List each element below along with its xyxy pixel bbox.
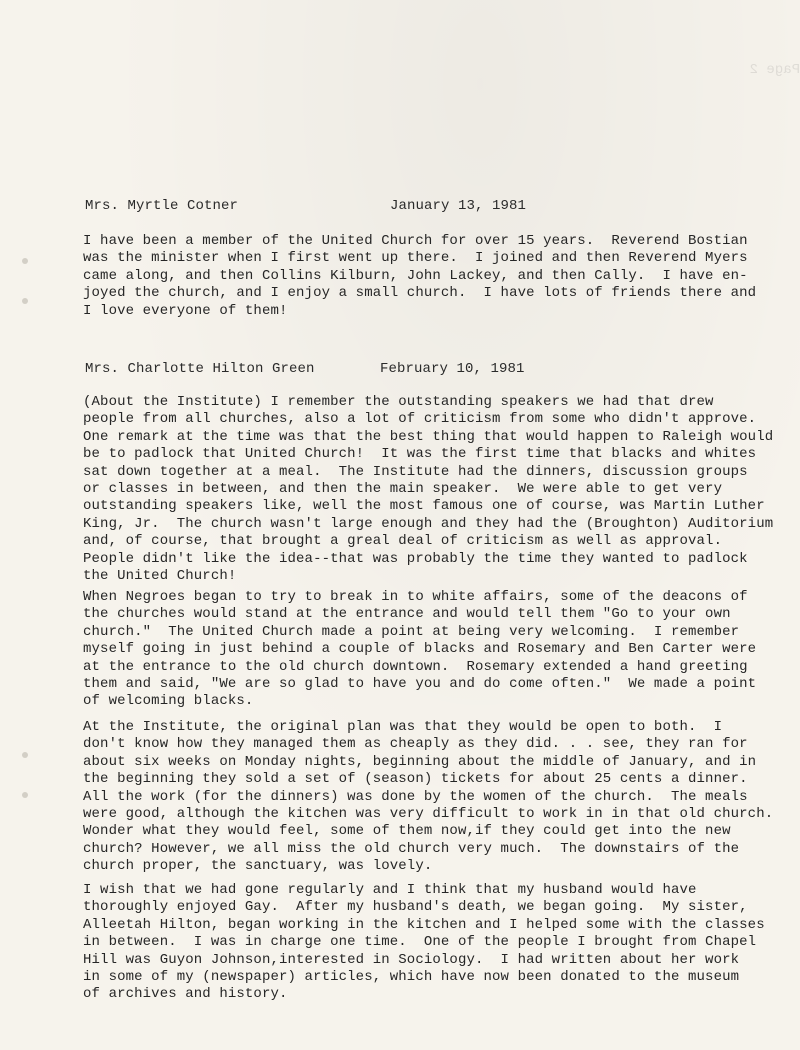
- margin-mark: [22, 792, 28, 798]
- show-through-texture: Page 2: [749, 62, 800, 78]
- margin-mark: [22, 258, 28, 264]
- entry-header-cotner: [85, 198, 527, 214]
- interview-date: February 10, 1981: [380, 361, 525, 377]
- paragraph: When Negroes began to try to break in to white affairs, some of the deacons of the churches would stand at the entrance and would tell them "Go to your own church." The United Church made a point at being very welcoming. I remember myself going in just behind a couple of blacks and Rosemary and Ben Carter were at the entrance to the old church downtown. Rosemary extended a hand greeting them and said, "We are so glad to have you and do come often." We made a point of welcoming blacks.: [83, 589, 757, 710]
- margin-mark: [22, 752, 28, 758]
- entry-header-green: [85, 361, 525, 377]
- paragraph: At the Institute, the original plan was that they would be open to both. I don't know how they managed them as cheaply as they did. . . see, they ran for about six weeks on Monday nights, beginning about the middle of January, and in the beginning they sold a set of (season) tickets for about 25 cents a dinner. All the work (for the dinners) was done by the women of the church. The meals were good, although the kitchen was very difficult to work in in that old church. Wonder what they would feel, some of them now,if they could get into the new church? However, we all miss the old church very much. The downstairs of the church proper, the sanctuary, was lovely.: [83, 719, 774, 875]
- margin-mark: [22, 298, 28, 304]
- interviewee-name: Mrs. Myrtle Cotner: [85, 198, 239, 214]
- paragraph: I wish that we had gone regularly and I think that my husband would have thoroughly enjoyed Gay. After my husband's death, we began going. My sister, Alleetah Hilton, began working in the kitchen and I helped some with the classes in between. I was in charge one time. One of the people I brought from Chapel Hill was Guyon Johnson,interested in Sociology. I had written about her work in some of my (newspaper) articles, which have now been donated to the museum of archives and history.: [83, 882, 765, 1003]
- paragraph: I have been a member of the United Church for over 15 years. Reverend Bostian was the minister when I first went up there. I joined and then Reverend Myers came along, and then Collins Kilburn, John Lackey, and then Cally. I have en- joyed the church, and I enjoy a small church. I have lots of friends there and I love everyone of them!: [83, 233, 757, 319]
- interviewee-name: Mrs. Charlotte Hilton Green: [85, 361, 315, 377]
- interview-date: January 13, 1981: [390, 198, 527, 214]
- paragraph: (About the Institute) I remember the outstanding speakers we had that drew people from all churches, also a lot of criticism from some who didn't approve. One remark at the time was that the best thing that would happen to Raleigh would be to padlock that United Church! It was the first time that blacks and whites sat down together at a meal. The Institute had the dinners, discussion groups or classes in between, and then the main speaker. We were able to get very outstanding speakers like, well the most famous one of course, was Martin Luther King, Jr. The church wasn't large enough and they had the (Broughton) Auditorium and, of course, that brought a greal deal of criticism as well as approval. People didn't like the idea--that was probably the time they wanted to padlock the United Church!: [83, 394, 774, 585]
